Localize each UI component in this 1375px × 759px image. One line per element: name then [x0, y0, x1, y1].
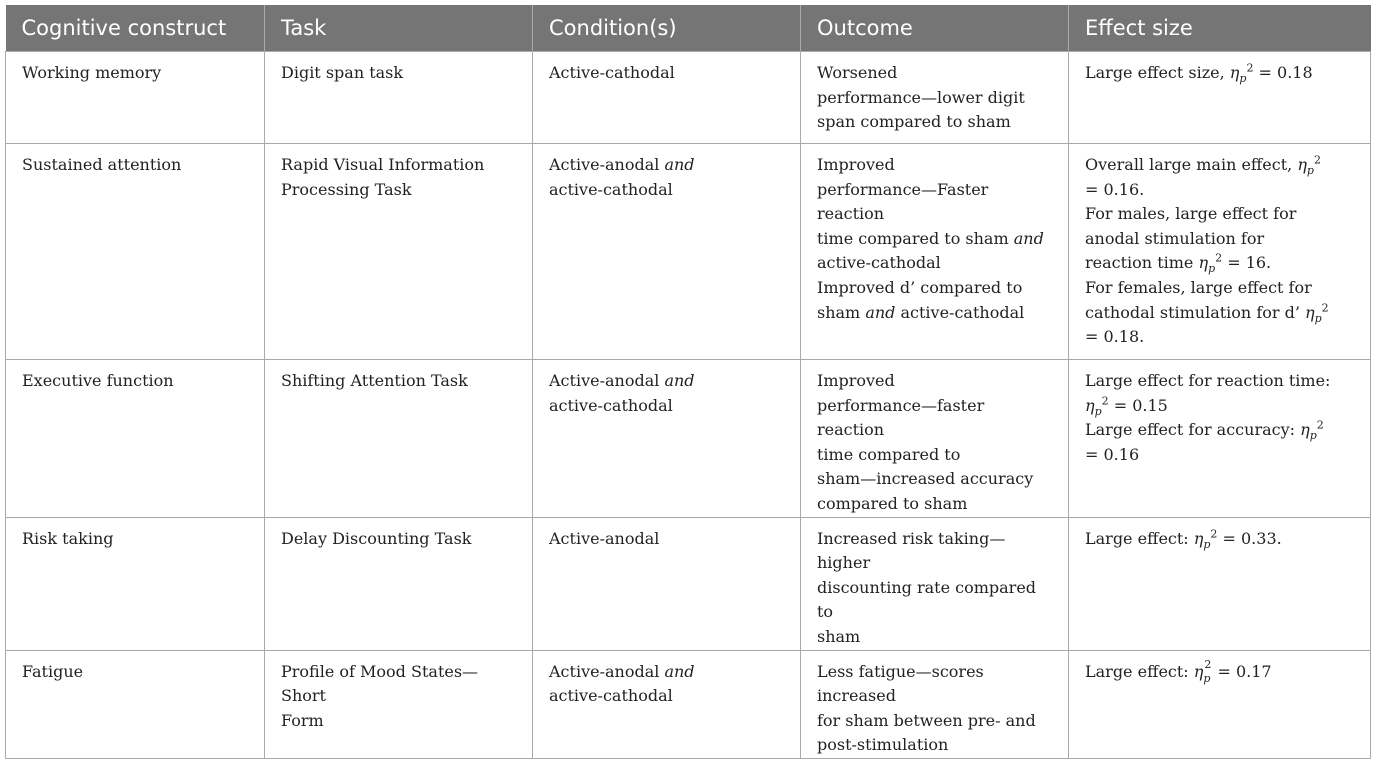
- outcome-text: post-stimulation: [817, 735, 949, 755]
- outcome-text: performance—lower digit: [817, 87, 1025, 107]
- table-row: [6, 360, 1371, 518]
- cell-condition: [533, 517, 801, 650]
- eta-symbol: η: [1300, 420, 1310, 440]
- cell-effect-size: [1069, 650, 1371, 758]
- eta-superscript: 2: [1313, 153, 1321, 167]
- condition-and: and: [664, 371, 695, 390]
- header-cognitive-construct: Cognitive construct: [6, 5, 265, 52]
- effect-text: = 0.33.: [1217, 528, 1282, 548]
- eta-symbol: η: [1229, 63, 1240, 82]
- header-effect-size: Effect size: [1069, 5, 1371, 52]
- eta-subscript: p: [1094, 404, 1102, 418]
- effect-text: = 0.15: [1108, 395, 1168, 415]
- task-line: Processing Task: [281, 179, 412, 199]
- effect-text: cathodal stimulation for d’: [1085, 302, 1306, 322]
- eta-superscript: 2: [1204, 657, 1212, 671]
- cell-condition: [533, 360, 801, 518]
- outcome-text: for sham between pre- and: [817, 710, 1036, 730]
- outcome-text: sham—increased accuracy: [817, 469, 1034, 489]
- effect-text: = 0.18.: [1085, 327, 1145, 347]
- table-body: [6, 52, 1371, 759]
- outcome-text: span compared to sham: [817, 112, 1011, 132]
- condition-text: active-cathodal: [549, 686, 673, 706]
- outcome-text: Increased risk taking—higher: [817, 528, 1006, 573]
- eta-subscript: p: [1239, 72, 1247, 86]
- table-row: [6, 517, 1371, 650]
- eta-symbol: η: [1198, 253, 1209, 273]
- cell-effect-size: [1069, 517, 1371, 650]
- task-line: Digit span task: [281, 63, 404, 82]
- cell-cognitive-construct: Fatigue: [6, 650, 265, 758]
- cell-task: [265, 360, 533, 518]
- cell-outcome: [801, 360, 1069, 518]
- cell-effect-size: [1069, 360, 1371, 518]
- effect-text: anodal stimulation for: [1085, 228, 1265, 248]
- outcome-text: discounting rate compared to: [817, 577, 1037, 622]
- eta-subscript: p: [1306, 164, 1314, 178]
- cell-condition: [533, 650, 801, 758]
- task-line: Rapid Visual Information: [281, 155, 485, 174]
- eta-subscript: p: [1203, 537, 1211, 551]
- effect-text: Large effect size,: [1085, 63, 1230, 82]
- table-row: [6, 144, 1371, 360]
- eta-superscript: 2: [1321, 301, 1329, 315]
- eta-subscript: p: [1314, 311, 1322, 325]
- effect-text: Overall large main effect,: [1085, 155, 1298, 174]
- header-task: Task: [265, 5, 533, 52]
- eta-symbol: η: [1297, 155, 1307, 174]
- outcome-text: performance—faster reaction: [817, 395, 985, 440]
- outcome-text: Improved d’ compared to: [817, 277, 1023, 297]
- effect-text: For males, large effect for: [1085, 204, 1297, 224]
- condition-text: active-cathodal: [549, 395, 673, 415]
- cell-cognitive-construct: Risk taking: [6, 517, 265, 650]
- cell-cognitive-construct: Sustained attention: [6, 144, 265, 360]
- outcome-text: time compared to: [817, 444, 961, 464]
- header-conditions: Condition(s): [533, 5, 801, 52]
- condition-and: and: [664, 661, 695, 681]
- eta-subscript: p: [1309, 429, 1317, 443]
- eta-superscript: 2: [1316, 418, 1324, 432]
- eta-symbol: η: [1193, 528, 1204, 548]
- outcome-text: Improved: [817, 155, 895, 174]
- header-row: [6, 5, 1371, 52]
- eta-superscript: 2: [1215, 252, 1223, 266]
- cell-task: [265, 517, 533, 650]
- effect-text: = 0.16.: [1085, 179, 1145, 199]
- eta-script-stack: [1203, 657, 1212, 685]
- cell-effect-size: [1069, 144, 1371, 360]
- cell-task: [265, 144, 533, 360]
- cell-outcome: [801, 144, 1069, 360]
- table-row: [6, 52, 1371, 144]
- task-line: Delay Discounting Task: [281, 528, 472, 548]
- effect-text: For females, large effect for: [1085, 277, 1312, 297]
- outcome-italic: and: [1013, 228, 1044, 248]
- cell-cognitive-construct: Working memory: [6, 52, 265, 144]
- outcome-text: time compared to sham: [817, 228, 1014, 248]
- condition-and: and: [664, 155, 695, 174]
- outcome-text: Improved: [817, 371, 895, 390]
- condition-text: Active-anodal: [549, 661, 665, 681]
- eta-subscript: p: [1203, 671, 1211, 685]
- results-table: [5, 5, 1371, 759]
- outcome-text: Less fatigue—scores increased: [817, 661, 984, 706]
- outcome-text: active-cathodal: [895, 302, 1025, 322]
- condition-text: Active-anodal: [549, 528, 660, 548]
- table-header: [6, 5, 1371, 52]
- effect-text: = 0.18: [1253, 63, 1313, 82]
- condition-text: Active-cathodal: [549, 63, 675, 82]
- outcome-text: Worsened: [817, 63, 898, 82]
- task-line: Shifting Attention Task: [281, 371, 468, 390]
- eta-subscript: p: [1208, 262, 1216, 276]
- effect-text: Large effect for accuracy:: [1085, 420, 1301, 440]
- eta-symbol: η: [1085, 395, 1095, 415]
- effect-text: Large effect:: [1085, 528, 1194, 548]
- outcome-text: compared to sham: [817, 493, 968, 513]
- effect-text: reaction time: [1085, 253, 1199, 273]
- cell-condition: [533, 52, 801, 144]
- header-outcome: Outcome: [801, 5, 1069, 52]
- condition-text: Active-anodal: [549, 155, 665, 174]
- eta-symbol: η: [1193, 661, 1204, 681]
- task-line: Profile of Mood States—Short: [281, 661, 479, 706]
- cell-outcome: [801, 52, 1069, 144]
- effect-text: Large effect for reaction time:: [1085, 371, 1331, 390]
- outcome-text: sham: [817, 302, 866, 322]
- cell-task: [265, 650, 533, 758]
- cell-task: [265, 52, 533, 144]
- cell-effect-size: [1069, 52, 1371, 144]
- eta-superscript: 2: [1246, 61, 1254, 75]
- outcome-text: performance—Faster reaction: [817, 179, 989, 224]
- condition-text: Active-anodal: [549, 371, 665, 390]
- cell-outcome: [801, 517, 1069, 650]
- outcome-text: sham: [817, 626, 861, 646]
- effect-text: = 0.17: [1212, 661, 1272, 681]
- eta-symbol: η: [1305, 302, 1315, 322]
- cell-condition: [533, 144, 801, 360]
- outcome-text: active-cathodal: [817, 253, 941, 273]
- outcome-italic: and: [865, 302, 896, 322]
- eta-superscript: 2: [1210, 527, 1218, 541]
- eta-superscript: 2: [1101, 394, 1109, 408]
- effect-text: = 16.: [1222, 253, 1272, 273]
- table-row: [6, 650, 1371, 758]
- effect-text: = 0.16: [1085, 444, 1140, 464]
- cell-outcome: [801, 650, 1069, 758]
- task-line: Form: [281, 710, 324, 730]
- effect-text: Large effect:: [1085, 661, 1194, 681]
- cell-cognitive-construct: Executive function: [6, 360, 265, 518]
- condition-text: active-cathodal: [549, 179, 673, 199]
